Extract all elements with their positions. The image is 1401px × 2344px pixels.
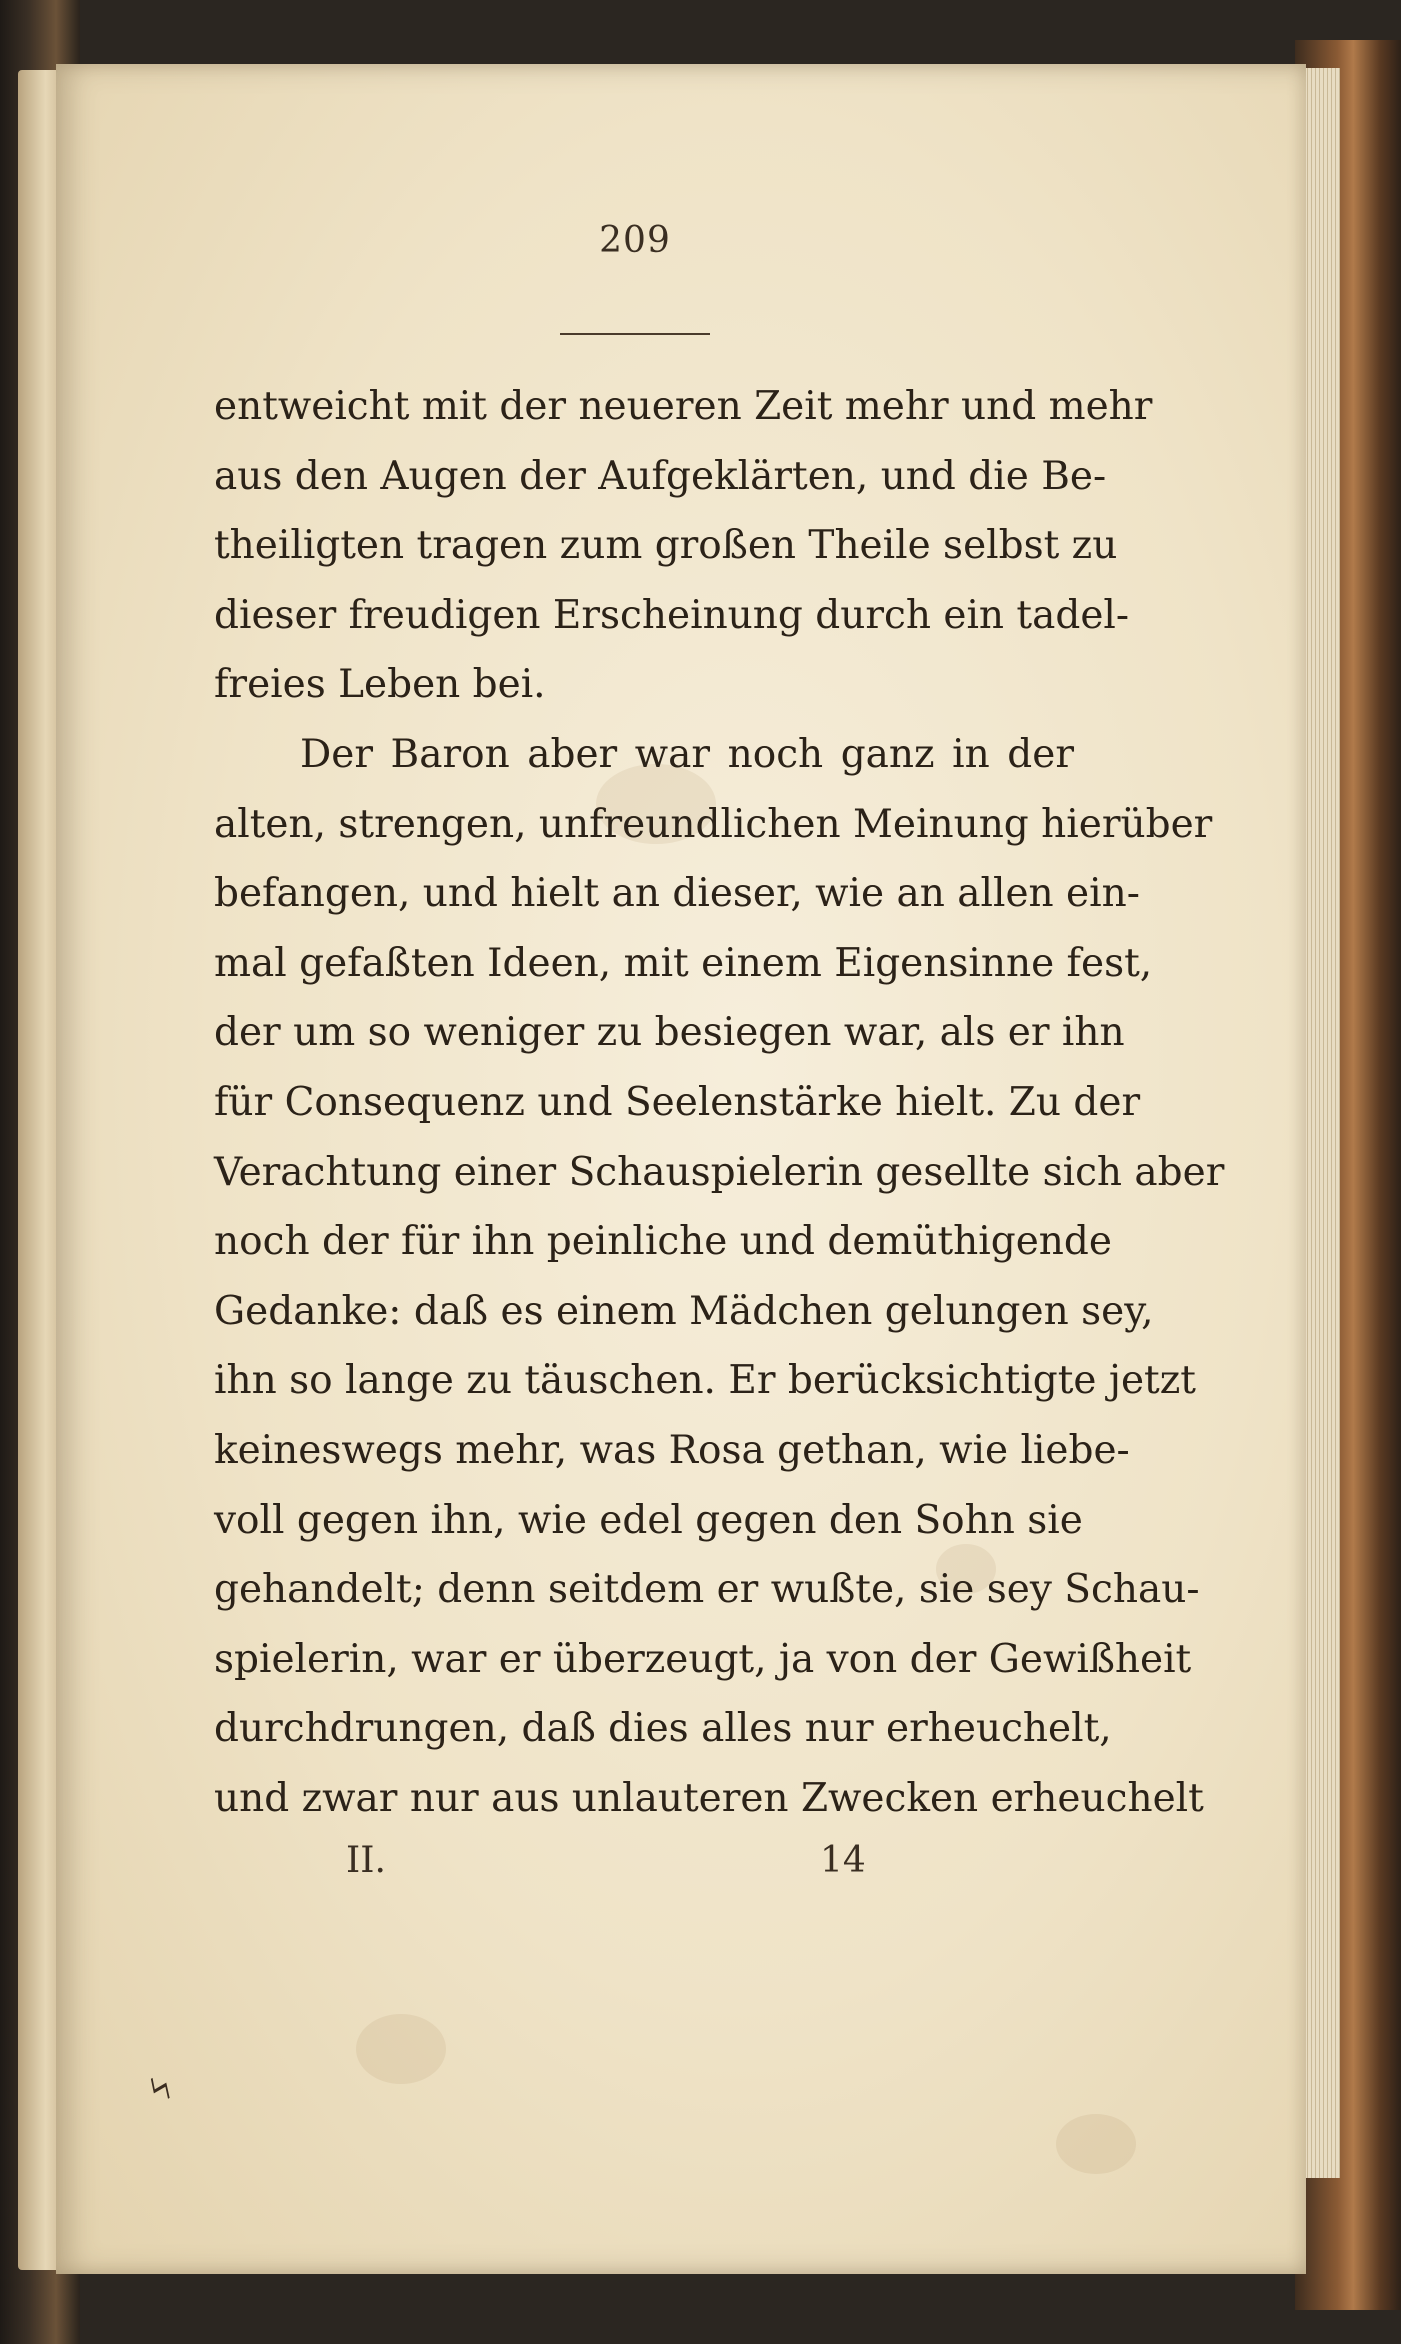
text-line: gehandelt; denn seitdem er wußte, sie sey Schau- bbox=[214, 1567, 1200, 1613]
text-line: keineswegs mehr, was Rosa gethan, wie liebe- bbox=[214, 1427, 1130, 1473]
text-line: ihn so lange zu täuschen. Er berücksichtigte jetzt bbox=[214, 1358, 1196, 1404]
text-line: durchdrungen, daß dies alles nur erheuchelt, bbox=[214, 1706, 1112, 1752]
page-number: 209 bbox=[599, 220, 671, 261]
foxing-spot bbox=[1056, 2114, 1136, 2174]
body-text bbox=[214, 372, 1225, 1833]
ink-mark-icon: ϟ bbox=[141, 2067, 181, 2113]
text-line: voll gegen ihn, wie edel gegen den Sohn sie bbox=[214, 1497, 1083, 1543]
text-line: mal gefaßten Ideen, mit einem Eigensinne fest, bbox=[214, 940, 1153, 986]
page-number-rule bbox=[560, 333, 710, 335]
text-line: dieser freudigen Erscheinung durch ein tadel- bbox=[214, 592, 1130, 638]
text-line: Gedanke: daß es einem Mädchen gelungen sey, bbox=[214, 1288, 1154, 1334]
text-line: der um so weniger zu besiegen war, als er ihn bbox=[214, 1010, 1125, 1056]
text-line: alten, strengen, unfreundlichen Meinung hierüber bbox=[214, 801, 1213, 847]
text-line: entweicht mit der neueren Zeit mehr und mehr bbox=[214, 384, 1153, 429]
text-line: noch der für ihn peinliche und demüthigende bbox=[214, 1219, 1112, 1265]
foxing-spot bbox=[356, 2014, 446, 2084]
volume-mark: II. bbox=[346, 1840, 386, 1881]
text-line: freies Leben bei. bbox=[214, 662, 546, 708]
text-line: Der Baron aber war noch ganz in der bbox=[300, 731, 1074, 777]
text-line: Verachtung einer Schauspielerin gesellte sich aber bbox=[214, 1149, 1225, 1195]
text-line: für Consequenz und Seelenstärke hielt. Zu der bbox=[214, 1079, 1141, 1125]
text-line: aus den Augen der Aufgeklärten, und die Be- bbox=[214, 453, 1107, 499]
text-line: spielerin, war er überzeugt, ja von der Gewißheit bbox=[214, 1636, 1192, 1682]
signature-mark: 14 bbox=[820, 1840, 866, 1881]
text-line: befangen, und hielt an dieser, wie an allen ein- bbox=[214, 871, 1140, 917]
text-line: und zwar nur aus unlauteren Zwecken erheuchelt bbox=[214, 1775, 1204, 1821]
text-line: theiligten tragen zum großen Theile selbst zu bbox=[214, 523, 1118, 569]
